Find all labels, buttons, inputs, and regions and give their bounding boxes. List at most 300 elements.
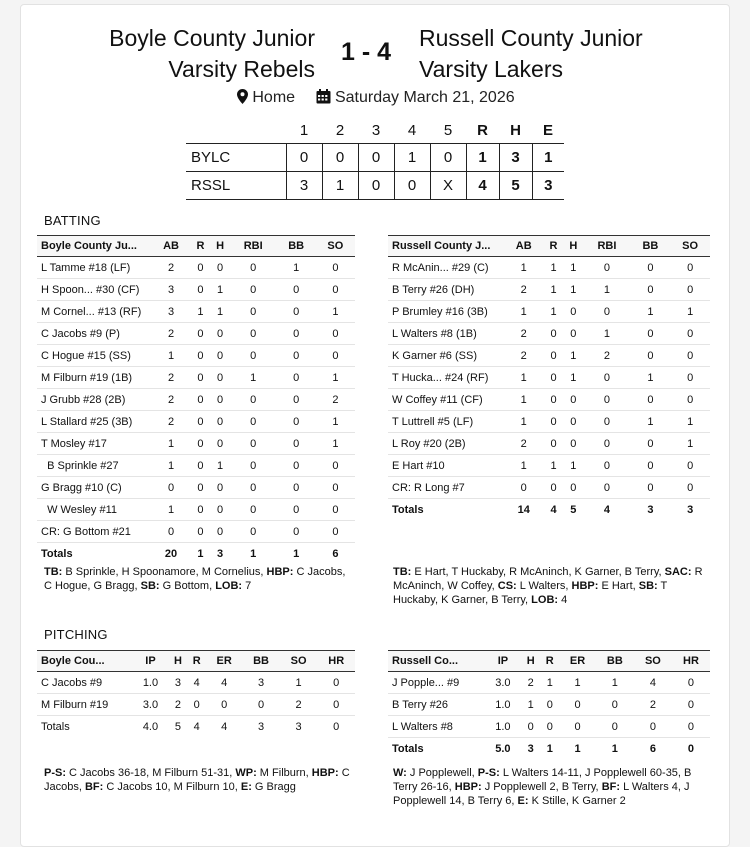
stat-value: 1 [210, 301, 230, 323]
linescore-team: BYLC [186, 143, 286, 171]
player-name: L Stallard #25 (3B) [37, 411, 151, 433]
runs-header: R [477, 122, 488, 140]
totals-value: 0 [333, 720, 340, 733]
note-value: M Filburn, [256, 767, 312, 779]
player-name: W Wesley #11 [37, 499, 151, 521]
errors-header: E [542, 122, 553, 140]
stat-value: 0 [230, 345, 277, 367]
stat-value: 0 [206, 694, 242, 716]
note-value: 7 [242, 580, 252, 592]
stat-value: 2 [504, 323, 544, 345]
stat-value: 0 [583, 411, 630, 433]
player-name: P Brumley #16 (3B) [388, 301, 504, 323]
stat-value: 1 [504, 389, 544, 411]
linescore-row-home [186, 143, 564, 171]
stat-value: 0 [670, 367, 710, 389]
totals-value: 4 [550, 503, 557, 516]
boxscore-card [20, 4, 730, 847]
note-key: BF: [84, 781, 104, 793]
totals-value: 1 [293, 547, 300, 560]
stat-column-header: RBI [230, 236, 277, 257]
note-value: C Jacobs, [44, 767, 350, 793]
note-key: WP: [235, 767, 257, 779]
stat-column-header: SO [280, 651, 318, 672]
home-batting-table [37, 235, 355, 565]
errors-total: 1 [532, 143, 564, 171]
stat-value: 0 [583, 477, 630, 499]
stat-column-header: R [544, 236, 564, 257]
note-value: E Hart, T Huckaby, R McAninch, K Garner, B Terry, [411, 566, 665, 578]
stat-value: 0 [672, 716, 710, 738]
stat-column-header: RBI [583, 236, 630, 257]
stat-value: 1 [504, 301, 544, 323]
player-name: R McAnin... #29 (C) [388, 257, 504, 279]
home-batting-notes [44, 565, 356, 593]
stat-value: 0 [191, 477, 211, 499]
stat-column-header: IP [132, 651, 168, 672]
stat-value: 0 [191, 345, 211, 367]
inning-3-header: 3 [371, 122, 381, 140]
table-row [388, 716, 710, 738]
table-row [37, 301, 355, 323]
stat-value: 0 [316, 455, 355, 477]
table-row [388, 301, 710, 323]
inning-score: 1 [322, 171, 358, 199]
stat-column-header: R [187, 651, 206, 672]
note-key: E: [517, 795, 529, 807]
stat-value: 0 [544, 345, 564, 367]
stat-value: 0 [631, 257, 671, 279]
stat-value: 2 [316, 389, 355, 411]
player-name: B Sprinkle #27 [37, 455, 151, 477]
stat-value: 1 [151, 433, 190, 455]
away-batting-table [388, 235, 710, 521]
stat-value: 0 [230, 477, 277, 499]
stat-value: 3.0 [485, 672, 522, 694]
stat-value: 2 [169, 694, 188, 716]
totals-value: 3 [647, 503, 654, 516]
player-name: T Luttrell #5 (LF) [388, 411, 504, 433]
stat-value: 1 [670, 411, 710, 433]
runs-total: 4 [466, 171, 499, 199]
calendar-icon [316, 89, 331, 109]
stat-value: 0 [191, 411, 211, 433]
stat-value: 0 [634, 716, 672, 738]
table-row [388, 455, 710, 477]
stat-value: 0 [583, 433, 630, 455]
errors-total: 3 [532, 171, 564, 199]
stat-value: 4 [206, 672, 242, 694]
totals-value: 5 [174, 720, 181, 733]
stat-column-header: BB [242, 651, 280, 672]
stat-value: 0 [277, 367, 316, 389]
inning-score: 0 [430, 143, 466, 171]
note-value: R McAninch, W Coffey, [393, 566, 703, 592]
note-value: L Walters 14-11, J Popplewell 60-35, B Terry 26-16, [393, 767, 692, 793]
stat-value: 0 [230, 257, 277, 279]
linescore-header-row [186, 119, 564, 143]
stat-value: 3 [151, 301, 190, 323]
stat-value: 0 [277, 301, 316, 323]
stat-column-header: H [210, 236, 230, 257]
totals-value: 3 [687, 503, 694, 516]
inning-1-header: 1 [299, 122, 309, 140]
stat-value: 1 [563, 345, 583, 367]
away-batting-notes [393, 565, 705, 607]
stat-column-header: R [191, 236, 211, 257]
stat-value: 0 [544, 367, 564, 389]
table-row [388, 279, 710, 301]
stat-value: 0 [230, 389, 277, 411]
stat-value: 0 [316, 323, 355, 345]
inning-score: 1 [394, 143, 430, 171]
stat-value: 0 [316, 521, 355, 543]
stat-column-header: ER [206, 651, 242, 672]
table-row [37, 455, 355, 477]
totals-value: 4 [221, 720, 228, 733]
stat-value: 1 [151, 455, 190, 477]
stat-value: 1 [544, 279, 564, 301]
stat-value: 0 [210, 499, 230, 521]
table-row [388, 367, 710, 389]
stat-value: 0 [230, 499, 277, 521]
table-row [37, 694, 355, 716]
table-row [388, 411, 710, 433]
totals-value: 14 [517, 503, 530, 516]
stat-column-header: HR [672, 651, 710, 672]
stat-value: 1 [670, 301, 710, 323]
player-name: C Hogue #15 (SS) [37, 345, 151, 367]
table-row [37, 433, 355, 455]
table-row [37, 477, 355, 499]
totals-value: 0 [687, 742, 695, 755]
player-name: J Grubb #28 (2B) [37, 389, 151, 411]
stat-value: 0 [210, 411, 230, 433]
stat-value: 0 [191, 279, 211, 301]
table-row [37, 345, 355, 367]
totals-row [37, 716, 355, 738]
stat-value: 1 [563, 257, 583, 279]
stat-value: 1 [583, 323, 630, 345]
stat-value: 0 [277, 411, 316, 433]
linescore-header-blank [186, 119, 286, 143]
stat-value: 0 [563, 389, 583, 411]
location-pin-icon [237, 89, 248, 109]
totals-value: 20 [164, 547, 178, 560]
stat-value: 0 [210, 367, 230, 389]
stat-value: 0 [540, 716, 559, 738]
stat-value: 0 [631, 455, 671, 477]
table-row [388, 694, 710, 716]
stat-value: 0 [210, 521, 230, 543]
player-name: L Walters #8 (1B) [388, 323, 504, 345]
table-row [37, 367, 355, 389]
player-name: C Jacobs #9 (P) [37, 323, 151, 345]
stat-value: 3 [242, 672, 280, 694]
inning-score: 0 [394, 171, 430, 199]
stat-column-header: SO [670, 236, 710, 257]
stat-value: 1 [316, 411, 355, 433]
stat-value: 3 [169, 672, 188, 694]
stat-value: 0 [316, 257, 355, 279]
stat-value: 1 [191, 301, 211, 323]
team-column-header: Russell County J... [388, 236, 504, 257]
stat-column-header: BB [631, 236, 671, 257]
runs-total: 1 [466, 143, 499, 171]
home-team-name: Boyle County Junior Varsity Rebels [109, 25, 315, 82]
inning-score: 3 [286, 171, 322, 199]
stat-column-header: SO [634, 651, 672, 672]
stat-value: 0 [559, 694, 596, 716]
totals-value: 1 [574, 742, 581, 755]
table-row [37, 323, 355, 345]
player-name: M Filburn #19 (1B) [37, 367, 151, 389]
stat-value: 1 [631, 367, 671, 389]
note-value: B Sprinkle, H Spoonamore, M Cornelius, [62, 566, 267, 578]
totals-label: Totals [41, 547, 73, 560]
home-pitching-notes [44, 766, 356, 794]
stat-value: 0 [544, 411, 564, 433]
stat-value: 0 [191, 499, 211, 521]
location-label: Home [252, 89, 296, 106]
stat-value: 0 [583, 301, 630, 323]
stat-value: 0 [544, 323, 564, 345]
player-name: E Hart #10 [388, 455, 504, 477]
inning-score: 0 [322, 143, 358, 171]
stat-value: 0 [521, 716, 540, 738]
stat-value: 0 [230, 323, 277, 345]
stat-value: 3 [151, 279, 190, 301]
team-column-header: Boyle Cou... [37, 651, 132, 672]
note-value: C Jacobs 36-18, M Filburn 51-31, [66, 767, 236, 779]
stat-value: 0 [277, 389, 316, 411]
player-name: T Mosley #17 [37, 433, 151, 455]
stat-value: 0 [191, 323, 211, 345]
inning-score: 0 [358, 171, 394, 199]
stat-value: 0 [670, 257, 710, 279]
totals-value: 1 [197, 547, 204, 560]
stat-value: 0 [277, 455, 316, 477]
stat-value: 2 [280, 694, 318, 716]
stat-value: 0 [277, 499, 316, 521]
table-row [37, 411, 355, 433]
stat-value: 2 [504, 433, 544, 455]
stat-column-header: ER [559, 651, 596, 672]
hits-total: 3 [499, 143, 532, 171]
table-row [388, 323, 710, 345]
stat-value: 1 [210, 455, 230, 477]
stat-value: 2 [151, 367, 190, 389]
stat-value: 0 [670, 279, 710, 301]
stat-value: 0 [317, 672, 355, 694]
stat-value: 0 [277, 521, 316, 543]
stat-value: 1 [151, 499, 190, 521]
stat-value: 0 [631, 279, 671, 301]
inning-score: X [430, 171, 466, 199]
stat-column-header: H [563, 236, 583, 257]
note-key: SAC: [664, 566, 692, 578]
table-row [37, 521, 355, 543]
stat-value: 0 [210, 477, 230, 499]
stat-value: 1 [563, 279, 583, 301]
note-key: CS: [497, 580, 517, 592]
note-value: C Jacobs, C Hogue, G Bragg, [44, 566, 346, 592]
stat-value: 0 [316, 279, 355, 301]
final-score: 1 - 4 [340, 38, 392, 66]
totals-row [37, 543, 355, 565]
stat-value: 0 [544, 477, 564, 499]
note-key: HBP: [454, 781, 482, 793]
stat-value: 0 [151, 521, 190, 543]
stat-value: 0 [563, 323, 583, 345]
stat-value: 0 [596, 716, 634, 738]
stat-value: 1 [210, 279, 230, 301]
stat-value: 0 [191, 389, 211, 411]
stat-value: 0 [559, 716, 596, 738]
totals-value: 1 [611, 742, 618, 755]
team-column-header: Boyle County Ju... [37, 236, 151, 257]
note-key: E: [240, 781, 252, 793]
totals-value: 3 [216, 547, 224, 560]
totals-value: 6 [332, 547, 339, 560]
table-row [388, 477, 710, 499]
note-key: TB: [393, 566, 412, 578]
batting-section-title: BATTING [44, 213, 101, 228]
stat-value: 0 [670, 389, 710, 411]
stat-column-header: H [521, 651, 540, 672]
table-row [37, 279, 355, 301]
stat-value: 0 [230, 521, 277, 543]
table-row [37, 499, 355, 521]
stat-value: 0 [504, 477, 544, 499]
stat-value: 1 [544, 455, 564, 477]
player-name: B Terry #26 [388, 694, 485, 716]
table-row [388, 345, 710, 367]
stat-value: 0 [277, 477, 316, 499]
stat-value: 0 [583, 455, 630, 477]
stat-value: 3.0 [132, 694, 168, 716]
stat-value: 1 [504, 257, 544, 279]
table-row [388, 257, 710, 279]
table-row [37, 672, 355, 694]
pitching-section-title: PITCHING [44, 627, 108, 642]
linescore-row-away [186, 171, 564, 199]
note-key: P-S: [44, 767, 66, 779]
stat-value: 0 [583, 257, 630, 279]
stat-column-header: AB [151, 236, 190, 257]
stat-value: 0 [563, 411, 583, 433]
stat-value: 1 [151, 345, 190, 367]
stat-value: 1 [316, 367, 355, 389]
player-name: L Tamme #18 (LF) [37, 257, 151, 279]
stat-value: 0 [230, 455, 277, 477]
note-key: HBP: [311, 767, 339, 779]
stat-value: 1 [504, 455, 544, 477]
stat-value: 0 [210, 345, 230, 367]
table-row [388, 389, 710, 411]
totals-value: 3 [295, 720, 302, 733]
stat-value: 1 [583, 279, 630, 301]
totals-value: 4 [603, 503, 610, 516]
stat-value: 1 [544, 257, 564, 279]
stat-value: 0 [191, 367, 211, 389]
stat-value: 0 [277, 323, 316, 345]
totals-value: 6 [649, 742, 656, 755]
totals-value: 5 [570, 503, 577, 516]
player-name: G Bragg #10 (C) [37, 477, 151, 499]
table-header-row [37, 651, 355, 672]
stat-value: 1 [504, 367, 544, 389]
table-row [388, 672, 710, 694]
stat-value: 1 [504, 411, 544, 433]
stat-column-header: BB [277, 236, 316, 257]
note-value: T Huckaby, K Garner, B Terry, [393, 580, 668, 606]
stat-value: 0 [631, 477, 671, 499]
stat-column-header: SO [316, 236, 355, 257]
player-name: M Cornel... #13 (RF) [37, 301, 151, 323]
stat-value: 1 [670, 433, 710, 455]
inning-score: 0 [358, 143, 394, 171]
stat-value: 0 [210, 389, 230, 411]
stat-value: 1.0 [485, 694, 522, 716]
totals-row [388, 499, 710, 521]
stat-value: 0 [631, 389, 671, 411]
note-value: J Popplewell 2, B Terry, [481, 781, 602, 793]
player-name: B Terry #26 (DH) [388, 279, 504, 301]
stat-column-header: BB [596, 651, 634, 672]
stat-value: 0 [151, 477, 190, 499]
stat-value: 1 [631, 301, 671, 323]
player-name: CR: R Long #7 [388, 477, 504, 499]
stat-value: 1.0 [132, 672, 168, 694]
stat-value: 0 [670, 477, 710, 499]
stat-value: 2 [504, 345, 544, 367]
stat-value: 1 [563, 455, 583, 477]
player-name: K Garner #6 (SS) [388, 345, 504, 367]
note-value: G Bottom, [159, 580, 216, 592]
totals-value: 4.0 [142, 720, 159, 733]
hits-header: H [510, 122, 521, 140]
player-name: L Walters #8 [388, 716, 485, 738]
note-key: HBP: [571, 580, 599, 592]
stat-column-header: R [540, 651, 559, 672]
linescore-team: RSSL [186, 171, 286, 199]
stat-value: 0 [670, 323, 710, 345]
stat-value: 2 [151, 323, 190, 345]
stat-value: 0 [230, 279, 277, 301]
note-value: C Jacobs 10, M Filburn 10, [103, 781, 241, 793]
stat-value: 0 [563, 433, 583, 455]
stat-value: 1.0 [485, 716, 522, 738]
stat-value: 2 [151, 389, 190, 411]
note-key: HBP: [266, 566, 294, 578]
totals-label: Totals [392, 742, 424, 755]
stat-value: 1 [521, 694, 540, 716]
note-key: LOB: [215, 580, 243, 592]
stat-value: 2 [634, 694, 672, 716]
note-key: LOB: [531, 594, 559, 606]
stat-value: 0 [672, 672, 710, 694]
stat-value: 0 [563, 301, 583, 323]
stat-value: 2 [583, 345, 630, 367]
stat-value: 0 [191, 521, 211, 543]
hits-total: 5 [499, 171, 532, 199]
note-key: W: [393, 767, 407, 779]
home-pitching-table [37, 650, 355, 738]
totals-value: 1 [250, 547, 257, 560]
stat-value: 1 [559, 672, 596, 694]
stat-value: 0 [316, 499, 355, 521]
